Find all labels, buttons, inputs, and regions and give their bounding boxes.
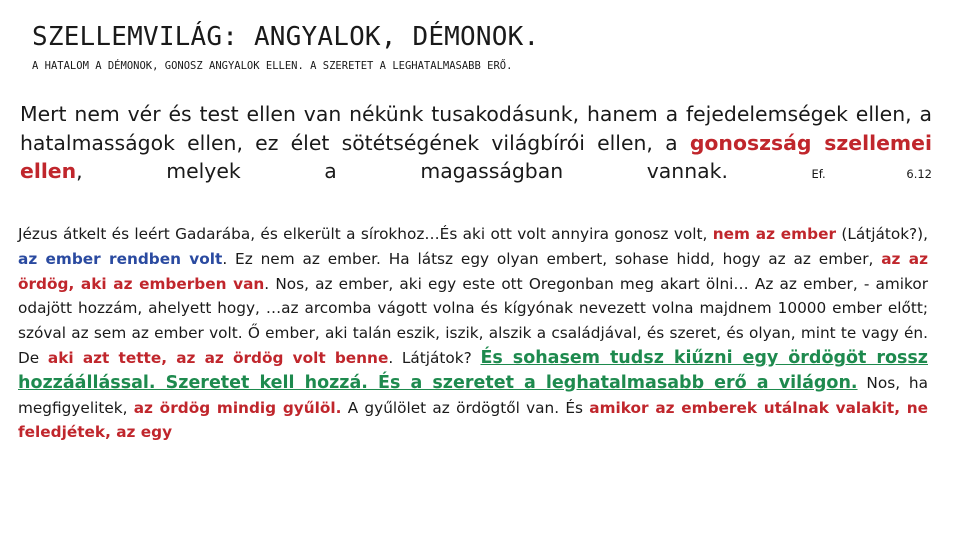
body-p2: nem az ember [712, 225, 836, 243]
body-p8: aki azt tette, az az ördög volt benne [47, 348, 389, 367]
body-p11: Nos, ha megfigyelitek, [18, 373, 928, 417]
body-p10: És sohasem tudsz kiűzni egy ördögöt rossz hozzáállással. Szeretet kell hozzá. És a szeretet a leghatalmasabb erő a világon. [18, 347, 928, 393]
body-p6: az az ördög, aki az emberben van [18, 249, 928, 293]
slide-title: SZELLEMVILÁG: ANGYALOK, DÉMONOK. [32, 22, 540, 52]
slide-subtitle: A HATALOM A DÉMONOK, GONOSZ ANGYALOK ELLEN. A SZERETET A LEGHATALMASABB ERŐ. [32, 60, 513, 72]
quote-highlight: gonoszság szellemei ellen [20, 130, 932, 183]
body-p13: A gyűlölet az ördögtől van. És [341, 398, 590, 417]
body-p3: (Látjátok?), [835, 225, 928, 243]
body-p7: . Nos, az ember, aki egy este ott Oregonban meg akart ölni… Az az ember, - amikor odajött hozzám, ahelyett hogy, …az arcomba vágott volna és kígyónak nevezett volna majdnem 10000 ember előtt; szóval az sem az ember volt. Ő ember, aki talán eszik, iszik, alszik a családjával, és szeret, és olyan, mint te vagy én. De [18, 274, 928, 367]
body-text [18, 222, 928, 445]
body-p12: az ördög mindig gyűlöl. [133, 398, 342, 417]
body-p1: Jézus átkelt és leért Gadarába, és elkerült a sírokhoz…És aki ott volt annyira gonosz volt, [18, 225, 713, 243]
quote-text-2: , melyek a magasságban vannak. [76, 159, 728, 183]
quote-text-1: Mert nem vér és test ellen van nékünk tusakodásunk, hanem a fejedelemségek ellen, a hatalmasságok ellen, ez élet sötétségének világbírói ellen, a [20, 102, 932, 155]
body-p9: . Látjátok? [388, 348, 481, 367]
body-p4: az ember rendben volt [18, 249, 223, 268]
body-p5: . Ez nem az ember. Ha látsz egy olyan embert, sohase hidd, hogy az az ember, [222, 249, 882, 268]
body-p14: amikor az emberek utálnak valakit, ne feledjétek, az egy [18, 398, 928, 442]
quote-reference: Ef. 6.12 [811, 167, 932, 181]
bible-quote [20, 100, 932, 189]
